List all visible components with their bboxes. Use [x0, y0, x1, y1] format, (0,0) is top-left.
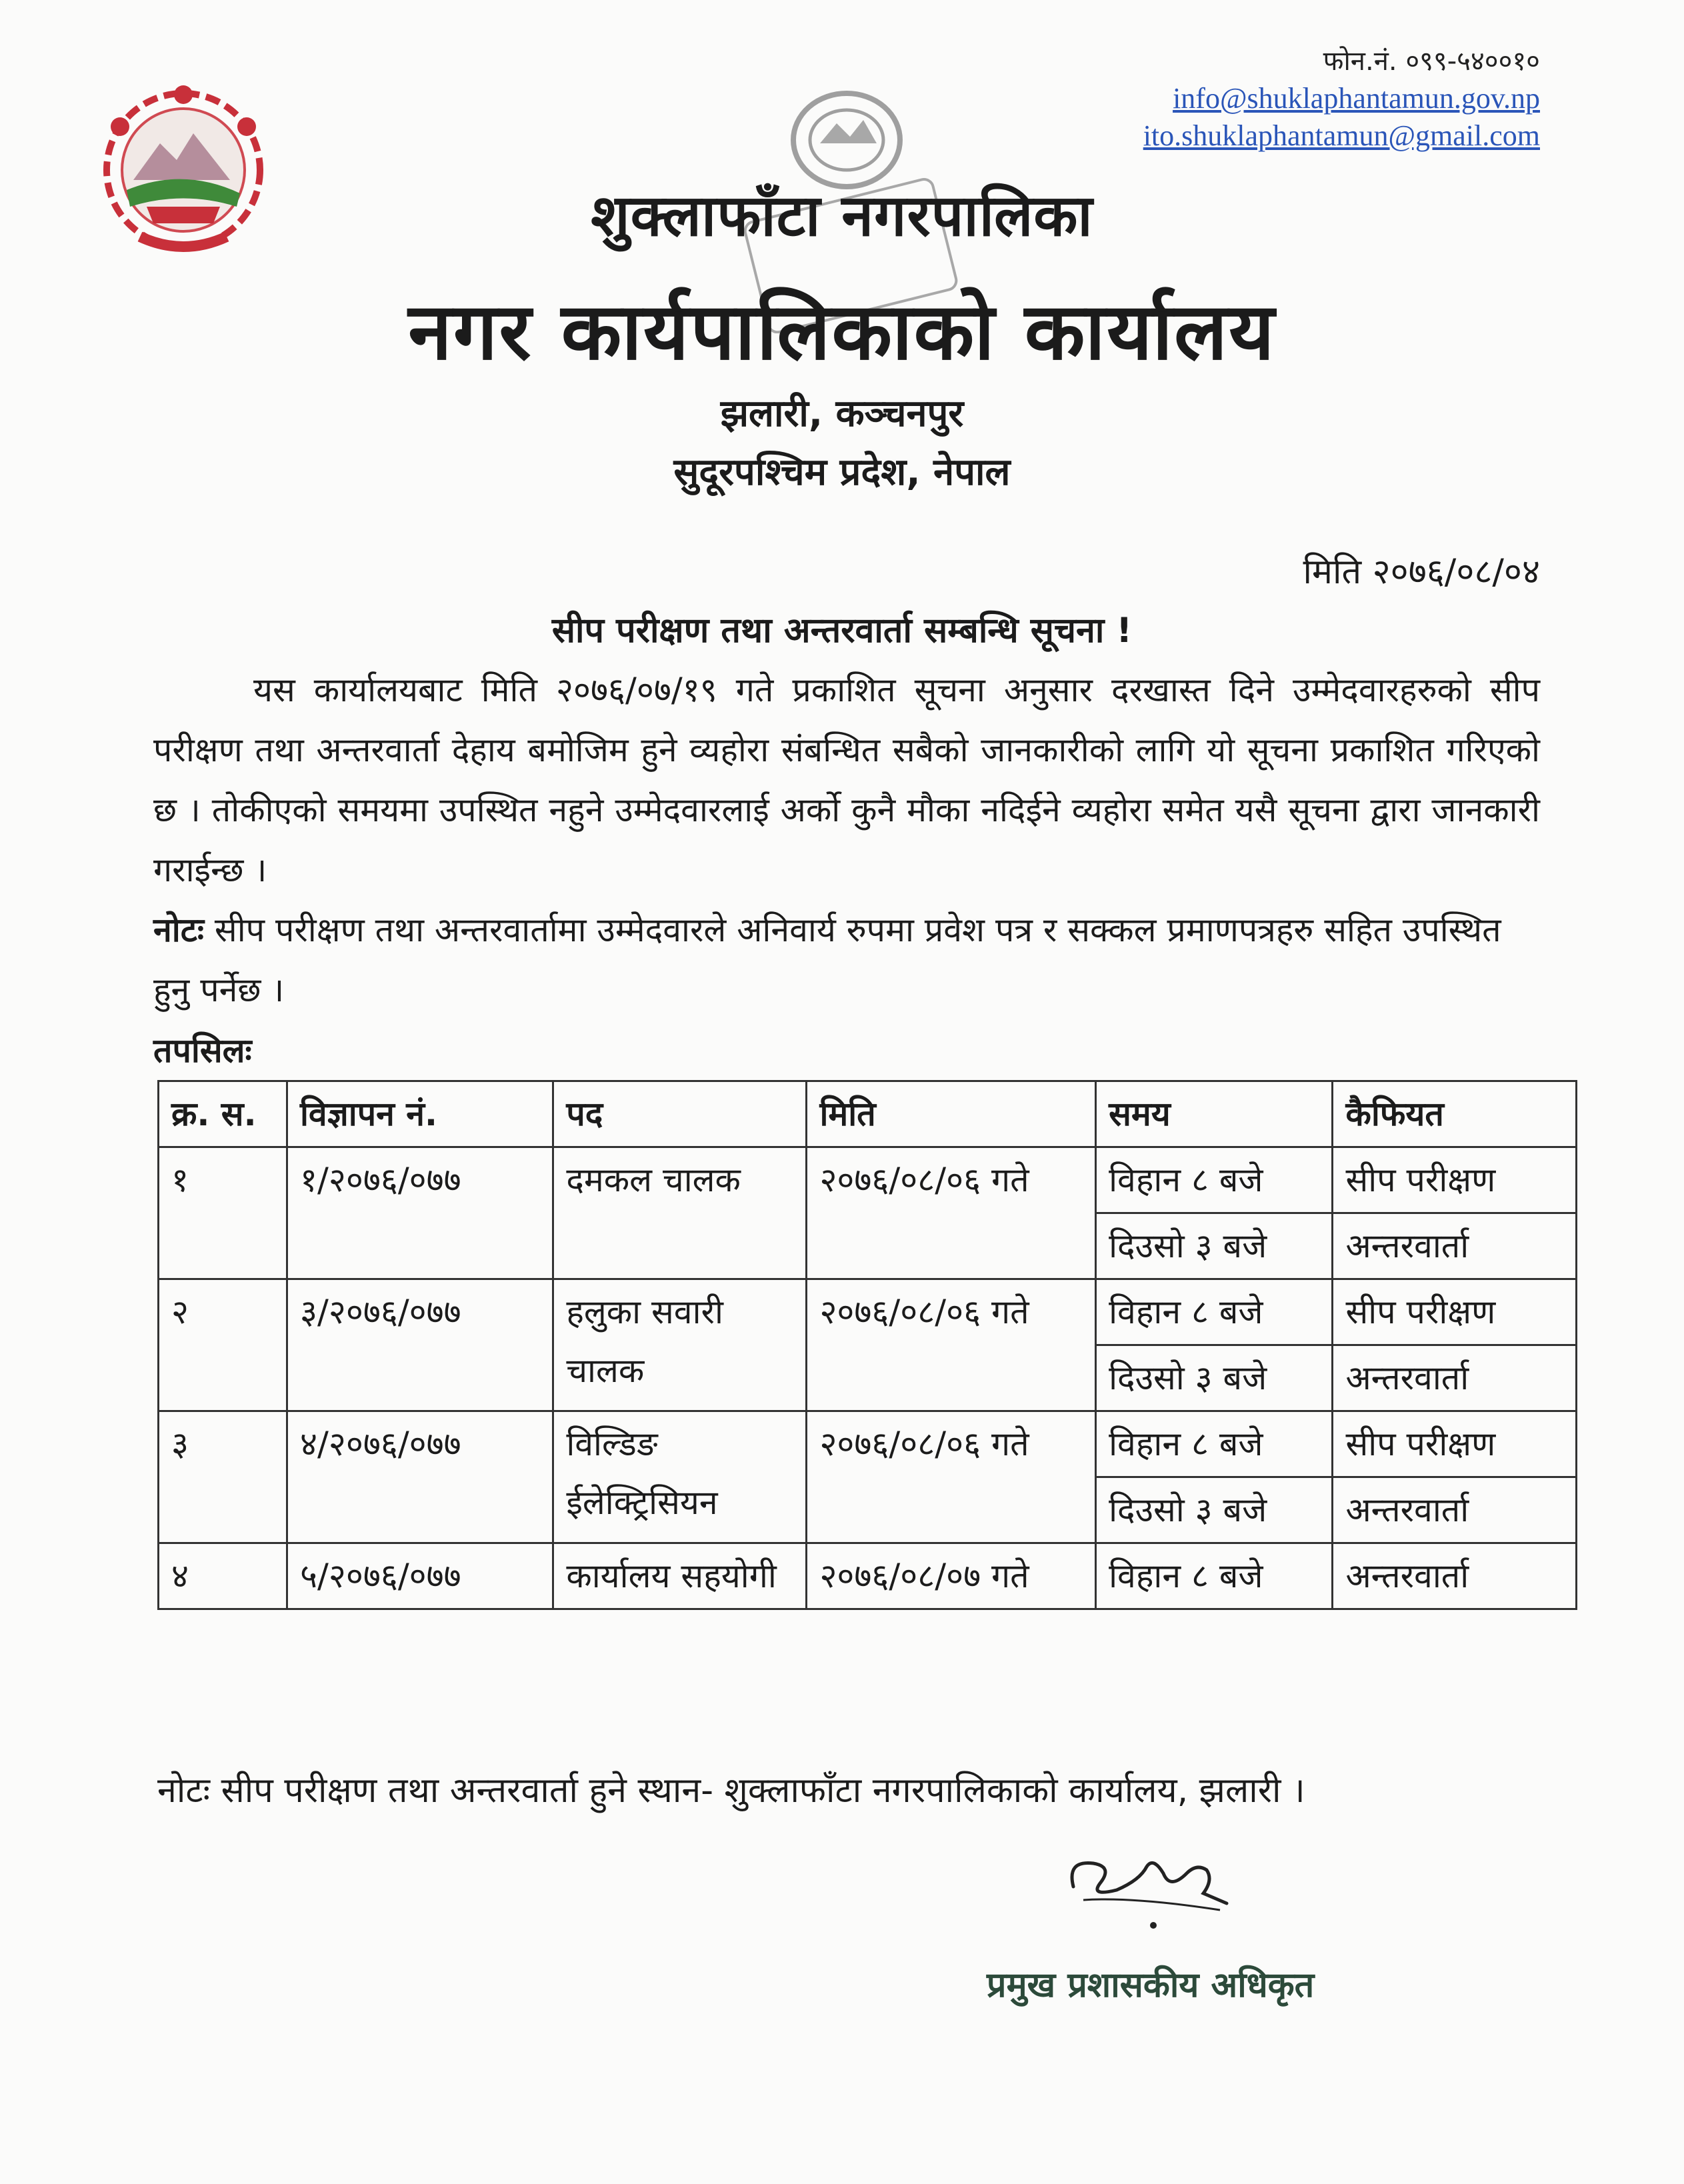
cell-sn: २: [159, 1279, 287, 1411]
cell-ad-no: ४/२०७६/०७७: [287, 1411, 553, 1543]
cell-remark: अन्तरवार्ता: [1333, 1213, 1577, 1279]
address-line-1: झलारी, कञ्चनपुर: [720, 392, 964, 435]
table-header-row: [159, 1081, 1577, 1147]
note-paragraph: [153, 900, 1540, 1020]
cell-remark: सीप परीक्षण: [1333, 1279, 1577, 1345]
email-link-info[interactable]: info@shuklaphantamun.gov.np: [1173, 82, 1540, 115]
cell-remark: अन्तरवार्ता: [1333, 1345, 1577, 1411]
note-text: सीप परीक्षण तथा अन्तरवार्तामा उम्मेदवारले अनिवार्य रुपमा प्रवेश पत्र र सक्कल प्रमाणपत्रहरु सहित उपस्थित हुनु पर्नेछ ।: [153, 911, 1501, 1009]
cell-date: २०७६/०८/०६ गते: [807, 1411, 1096, 1543]
office-name: नगर कार्यपालिकाको कार्यालय: [408, 285, 1276, 377]
header-time: समय: [1096, 1081, 1333, 1147]
cell-ad-no: ३/२०७६/०७७: [287, 1279, 553, 1411]
cell-post: विल्डिङ ईलेक्ट्रिसियन: [553, 1411, 807, 1543]
cell-remark: अन्तरवार्ता: [1333, 1543, 1577, 1609]
cell-date: २०७६/०८/०६ गते: [807, 1147, 1096, 1279]
cell-date: २०७६/०८/०६ गते: [807, 1279, 1096, 1411]
cell-remark: सीप परीक्षण: [1333, 1411, 1577, 1477]
cell-post: दमकल चालक: [553, 1147, 807, 1279]
header-remark: कैफियत: [1333, 1081, 1577, 1147]
cell-post: कार्यालय सहयोगी: [553, 1543, 807, 1609]
municipality-name: शुक्लाफाँटा नगरपालिका: [591, 183, 1093, 249]
schedule-table: [157, 1080, 1577, 1610]
cell-sn: ४: [159, 1543, 287, 1609]
cell-sn: १: [159, 1147, 287, 1279]
cell-sn: ३: [159, 1411, 287, 1543]
address-line-2: सुदूरपश्चिम प्रदेश, नेपाल: [673, 451, 1011, 494]
cell-time: विहान ८ बजे: [1096, 1543, 1333, 1609]
venue-note: नोटः सीप परीक्षण तथा अन्तरवार्ता हुने स्थान- शुक्लाफाँटा नगरपालिकाको कार्यालय, झलारी ।: [157, 1771, 1305, 1811]
notice-date: मिति २०७६/०८/०४: [1303, 552, 1540, 592]
cell-ad-no: १/२०७६/०७७: [287, 1147, 553, 1279]
header-post: पद: [553, 1081, 807, 1147]
note-label: नोटः: [153, 911, 204, 949]
notice-subject: सीप परीक्षण तथा अन्तरवार्ता सम्बन्धि सूचना !: [551, 611, 1133, 651]
header-date: मिति: [807, 1081, 1096, 1147]
phone-number: फोन.नं. ०९९-५४००१०: [1323, 46, 1540, 77]
cell-remark: अन्तरवार्ता: [1333, 1477, 1577, 1543]
header-sn: क्र. स.: [159, 1081, 287, 1147]
table-row: [159, 1543, 1577, 1609]
cell-time: दिउसो ३ बजे: [1096, 1213, 1333, 1279]
officer-designation: प्रमुख प्रशासकीय अधिकृत: [987, 1965, 1315, 2005]
contact-block: [1143, 43, 1540, 155]
signature-icon: [1053, 1827, 1253, 1933]
table-row: [159, 1279, 1577, 1345]
table-row: [159, 1147, 1577, 1213]
header-ad-no: विज्ञापन नं.: [287, 1081, 553, 1147]
schedule-label: तपसिलः: [153, 1031, 252, 1070]
cell-post: हलुका सवारी चालक: [553, 1279, 807, 1411]
cell-ad-no: ५/२०७६/०७७: [287, 1543, 553, 1609]
cell-time: विहान ८ बजे: [1096, 1147, 1333, 1213]
cell-remark: सीप परीक्षण: [1333, 1147, 1577, 1213]
cell-time: विहान ८ बजे: [1096, 1279, 1333, 1345]
table-row: [159, 1411, 1577, 1477]
email-link-ito[interactable]: ito.shuklaphantamun@gmail.com: [1143, 119, 1540, 152]
cell-time: विहान ८ बजे: [1096, 1411, 1333, 1477]
cell-time: दिउसो ३ बजे: [1096, 1477, 1333, 1543]
notice-body: यस कार्यालयबाट मिति २०७६/०७/१९ गते प्रकाशित सूचना अनुसार दरखास्त दिने उम्मेदवारहरुको सीप परीक्षण तथा अन्तरवार्ता देहाय बमोजिम हुने व्यहोरा संबन्धित सबैको जानकारीको लागि यो सूचना प्रकाशित गरिएको छ । तोकीएको समयमा उपस्थित नहुने उम्मेदवारलाई अर्को कुनै मौका नदिईने व्यहोरा समेत यसै सूचना द्वारा जानकारी गराईन्छ ।: [153, 671, 1540, 889]
cell-time: दिउसो ३ बजे: [1096, 1345, 1333, 1411]
cell-date: २०७६/०८/०७ गते: [807, 1543, 1096, 1609]
